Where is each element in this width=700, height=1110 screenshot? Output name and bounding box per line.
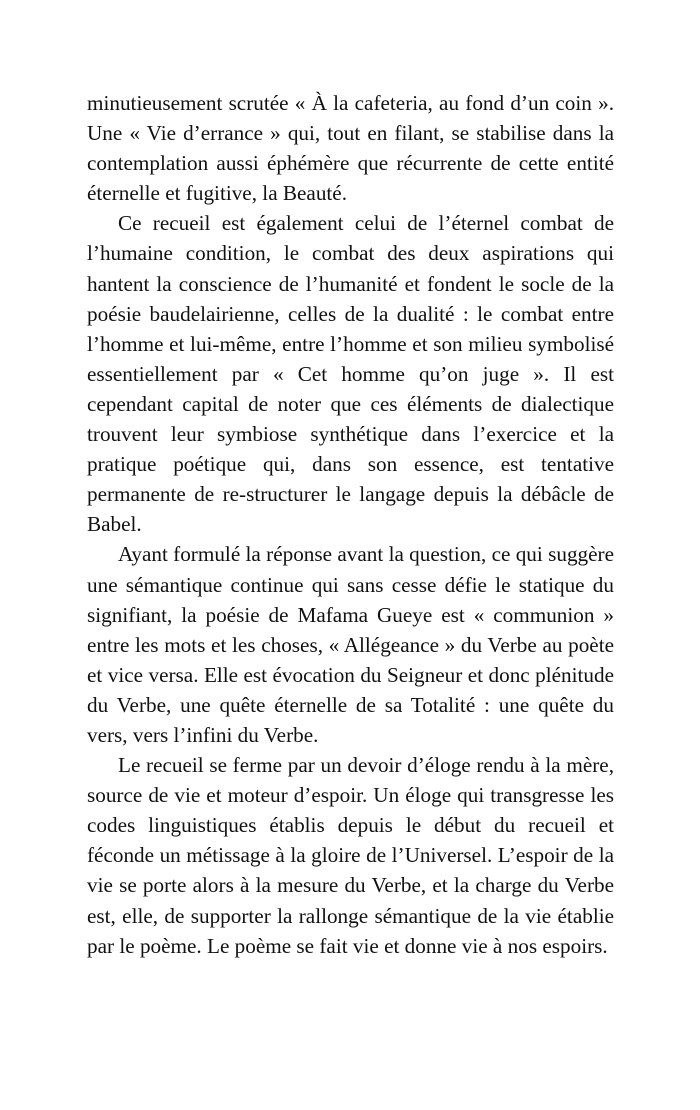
paragraph-2: Ce recueil est également celui de l’éternel combat de l’humaine condition, le combat des deux aspirations qui hantent la conscience de l’humanité et fondent le socle de la poésie baudelairienne, celles de la dualité : le combat entre l’homme et lui-même, entre l’homme et son milieu symbolisé essentiellement par « Cet homme qu’on juge ». Il est cependant capital de noter que ces éléments de dialectique trouvent leur symbiose synthétique dans l’exercice et la pratique poétique qui, dans son essence, est tentative permanente de re-structurer le langage depuis la débâcle de Babel.	[87, 211, 614, 537]
paragraph-3: Ayant formulé la réponse avant la question, ce qui suggère une sémantique continue qui sans cesse défie le statique du signifiant, la poésie de Mafama Gueye est « communion » entre les mots et les choses, « Allégeance » du Verbe au poète et vice versa. Elle est évocation du Seigneur et donc plénitude du Verbe, une quête éternelle de sa Totalité : une quête du vers, vers l’infini du Verbe.	[87, 542, 614, 747]
paragraph-1: minutieusement scrutée « À la cafeteria, au fond d’un coin ». Une « Vie d’errance » qui, tout en filant, se stabilise dans la contemplation aussi éphémère que récurrente de cette entité éternelle et fugitive, la Beauté.	[87, 91, 614, 206]
document-page	[87, 88, 614, 961]
paragraph-4: Le recueil se ferme par un devoir d’éloge rendu à la mère, source de vie et moteur d’espoir. Un éloge qui transgresse les codes linguistiques établis depuis le début du recueil et féconde un métissage à la gloire de l’Universel. L’espoir de la vie se porte alors à la mesure du Verbe, et la charge du Verbe est, elle, de supporter la rallonge sémantique de la vie établie par le poème. Le poème se fait vie et donne vie à nos espoirs.	[87, 753, 614, 958]
